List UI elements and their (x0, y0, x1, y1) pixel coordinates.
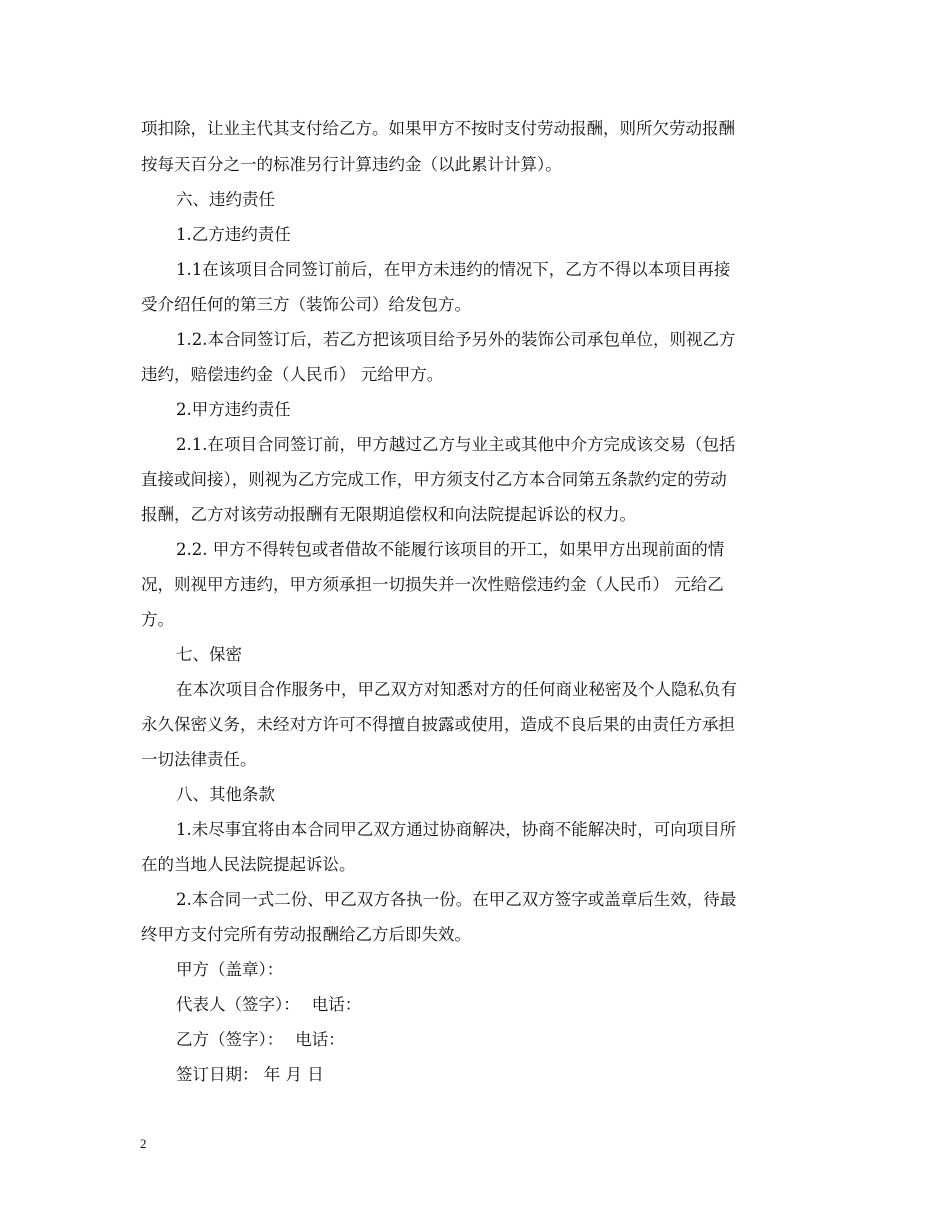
party-b-sign-label: 乙方（签字）： (176, 1030, 284, 1049)
representative-phone-label: 电话： (311, 995, 362, 1014)
body-line: 1.2.本合同签订后，若乙方把该项目给予另外的装饰公司承包单位，则视乙方 (176, 330, 736, 349)
section-heading: 六、违约责任 (176, 190, 275, 209)
body-line: 2.本合同一式二份、甲乙双方各执一份。在甲乙双方签字或盖章后生效，待最 (176, 890, 737, 909)
party-b-phone-label: 电话： (295, 1030, 345, 1049)
party-a-seal-label: 甲方（盖章）： (176, 960, 284, 979)
body-line: 方。 (141, 610, 174, 629)
body-line: 1.1在该项目合同签订前后，在甲方未违约的情况下，乙方不得以本项目再接 (176, 260, 731, 279)
body-line: 2.2. 甲方不得转包或者借故不能履行该项目的开工，如果甲方出现前面的情 (176, 540, 725, 559)
body-line: 终甲方支付完所有劳动报酬给乙方后即失效。 (141, 925, 471, 944)
subsection-heading: 1.乙方违约责任 (176, 225, 291, 244)
body-line: 按每天百分之一的标准另行计算违约金（以此累计计算）。 (141, 155, 562, 174)
body-line: 受介绍任何的第三方（装饰公司）给发包方。 (141, 295, 471, 314)
body-line: 一切法律责任。 (141, 750, 257, 769)
body-line: 2.1.在项目合同签订前，甲方越过乙方与业主或其他中介方完成该交易（包括 (176, 435, 736, 454)
body-line: 直接或间接），则视为乙方完成工作，甲方须支付乙方本合同第五条款约定的劳动 (141, 470, 727, 489)
body-line: 违约，赔偿违约金（人民币） 元给甲方。 (141, 365, 444, 384)
body-line: 永久保密义务，未经对方许可不得擅自披露或使用，造成不良后果的由责任方承担 (141, 715, 735, 734)
section-heading: 八、其他条款 (176, 785, 275, 804)
body-line: 项扣除，让业主代其支付给乙方。如果甲方不按时支付劳动报酬，则所欠劳动报酬 (141, 119, 735, 138)
page-number: 2 (140, 1136, 147, 1151)
representative-sign-label: 代表人（签字）： (176, 995, 300, 1014)
body-line: 报酬，乙方对该劳动报酬有无限期追偿权和向法院提起诉讼的权力。 (141, 505, 636, 524)
body-line: 在本次项目合作服务中，甲乙双方对知悉对方的任何商业秘密及个人隐私负有 (176, 680, 737, 699)
body-line: 在的当地人民法院提起诉讼。 (141, 855, 356, 874)
representative-signature-row (176, 995, 361, 1015)
party-b-signature-row (176, 1030, 345, 1050)
section-heading: 七、保密 (176, 645, 242, 664)
body-line: 况，则视甲方违约，甲方须承担一切损失并一次性赔偿违约金（人民币） 元给乙 (141, 575, 724, 594)
body-line: 1.未尽事宜将由本合同甲乙双方通过协商解决，协商不能解决时，可向项目所 (176, 820, 737, 839)
subsection-heading: 2.甲方违约责任 (176, 400, 291, 419)
sign-date-label: 签订日期： 年 月 日 (176, 1065, 324, 1084)
